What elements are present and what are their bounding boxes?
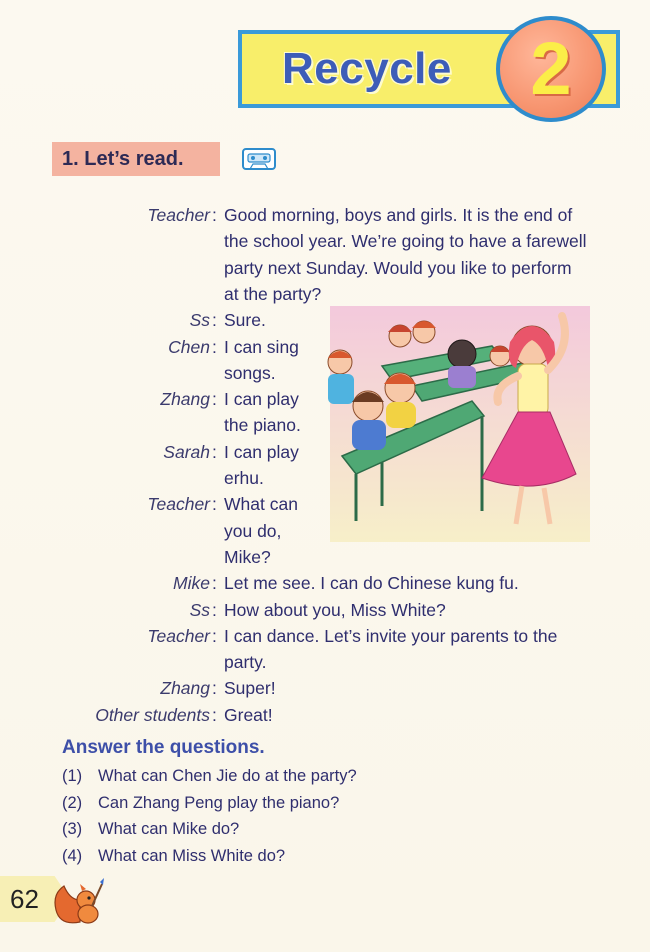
section-label: 1. Let’s read. (52, 142, 220, 176)
dialogue-colon: : (212, 205, 217, 225)
dialogue-line: the piano. (224, 415, 301, 436)
dialogue-colon: : (212, 625, 217, 646)
dialogue-colon: : (212, 389, 217, 410)
dialogue-speaker: Teacher (147, 625, 210, 646)
dialogue-colon: : (212, 494, 217, 515)
questions-title: Answer the questions. (62, 737, 265, 758)
question-item (62, 794, 339, 813)
dialogue-speaker: Mike (173, 573, 210, 594)
dialogue-speaker: Sarah (163, 441, 210, 462)
question-text: What can Miss White do? (98, 847, 286, 866)
cassette-tape-icon[interactable] (242, 148, 276, 170)
classroom-illustration (322, 306, 590, 544)
dialogue-colon: : (212, 704, 217, 725)
dialogue-line: party next Sunday. Would you like to perform (224, 257, 572, 278)
question-item (62, 820, 239, 839)
dialogue-line: songs. (224, 362, 276, 383)
question-text: What can Chen Jie do at the party? (98, 767, 357, 785)
dialogue-line: Let me see. I can do Chinese kung fu. (224, 573, 519, 594)
dialogue-line: I can sing (224, 336, 299, 357)
dialogue-speaker: Other students (95, 704, 210, 725)
unit-title: Recycle (282, 44, 452, 93)
question-text: What can Mike do? (98, 820, 240, 839)
dialogue-line: Good morning, boys and girls. It is the end of (224, 205, 573, 225)
dialogue-speaker: Teacher (147, 205, 210, 225)
dialogue-line: Sure. (224, 310, 266, 331)
dialogue-line: Super! (224, 678, 276, 699)
question-item (62, 847, 285, 866)
dialogue-colon: : (212, 441, 217, 462)
dialogue-colon: : (212, 573, 217, 594)
dialogue-line: How about you, Miss White? (224, 599, 446, 620)
question-text: Can Zhang Peng play the piano? (98, 793, 340, 812)
dialogue-line: I can play (224, 389, 299, 410)
question-number: (1) (62, 767, 83, 785)
dialogue-line: erhu. (224, 468, 264, 488)
dialogue-colon: : (212, 599, 217, 620)
question-number: (4) (62, 847, 83, 866)
dialogue-line: Great! (224, 704, 273, 725)
dialogue-speaker: Chen (168, 336, 210, 357)
dialogue-colon: : (212, 336, 217, 357)
dialogue-line: I can dance. Let’s invite your parents to the (224, 625, 558, 646)
dialogue-speaker: Ss (189, 599, 210, 620)
dialogue-speaker: Teacher (147, 494, 210, 515)
dialogue-line: party. (224, 652, 267, 673)
dialogue-line: the school year. We’re going to have a farewell (224, 231, 587, 252)
page-number: 62 (10, 884, 39, 914)
dialogue-colon: : (212, 678, 217, 699)
dialogue-line: What can (224, 494, 298, 515)
squirrel-mascot-icon (50, 876, 104, 928)
dialogue-line: I can play (224, 441, 299, 462)
unit-number-badge (496, 16, 606, 122)
dialogue-line: you do, (224, 520, 282, 541)
dialogue-line: Mike? (224, 546, 271, 567)
question-number: (2) (62, 793, 83, 812)
dialogue-speaker: Zhang (160, 678, 210, 699)
unit-number: 2 (530, 27, 572, 110)
question-number: (3) (62, 820, 83, 839)
question-item (62, 767, 357, 786)
dialogue-line: at the party? (224, 283, 322, 304)
dialogue-speaker: Ss (189, 310, 210, 331)
dialogue-speaker: Zhang (160, 389, 210, 410)
dialogue-colon: : (212, 310, 217, 331)
